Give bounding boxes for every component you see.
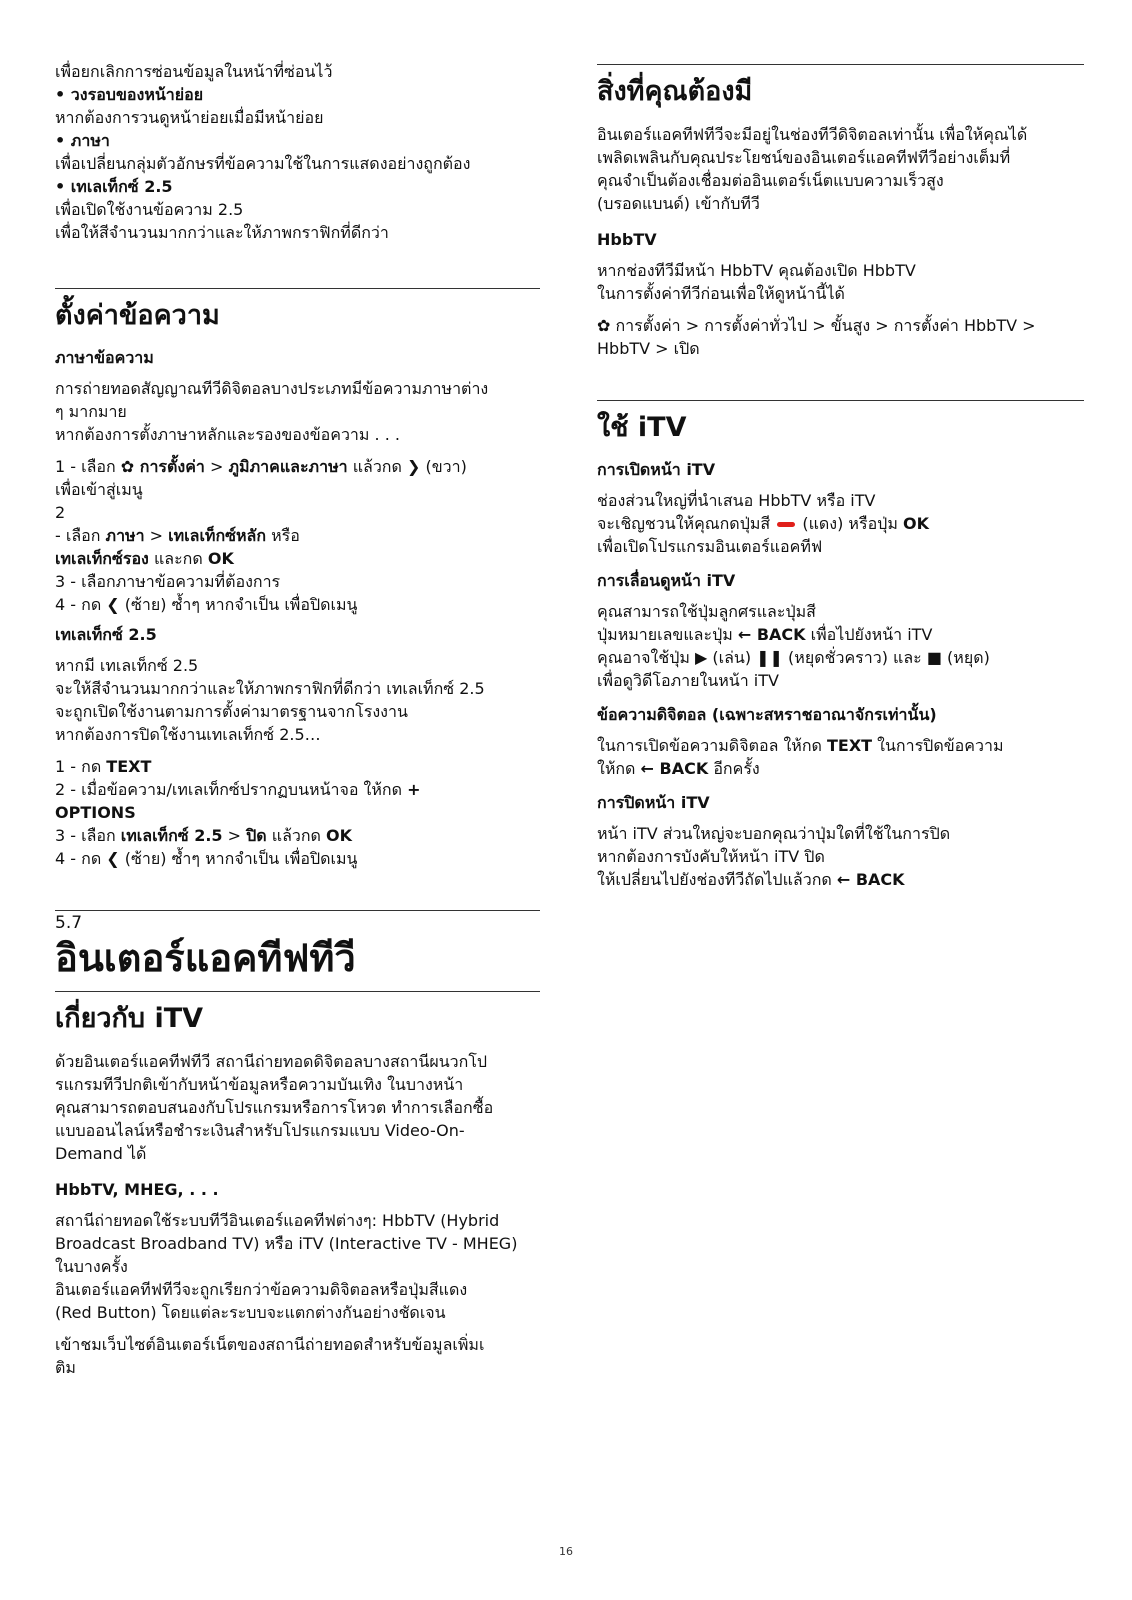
section-title-text-setup: ตั้งค่าข้อความ — [55, 300, 220, 331]
body-line: เข้าชมเว็บไซต์อินเตอร์เน็ตของสถานีถ่ายทอดสำหรับข้อมูลเพิ่มเ — [55, 1335, 485, 1354]
body-line: หากต้องการตั้งภาษาหลักและรองของข้อความ . . . — [55, 425, 400, 444]
step-text: - เลือก — [55, 526, 106, 545]
body-line: หากต้องการบังคับให้หน้า iTV ปิด — [597, 847, 825, 866]
text-key: TEXT — [106, 757, 152, 776]
step-2 — [55, 524, 540, 547]
gear-icon: ✿ — [120, 457, 135, 476]
section-divider — [597, 64, 1084, 65]
section-divider — [55, 991, 540, 992]
intro-line: เพื่อยกเลิกการซ่อนข้อมูลในหน้าที่ซ่อนไว้ — [55, 62, 333, 81]
subsection-title-navigate-itv: การเลื่อนดูหน้า iTV — [597, 571, 736, 590]
body-line: จะถูกเปิดใช้งานตามการตั้งค่ามาตรฐานจากโรงงาน — [55, 702, 408, 721]
step-3: 3 - เลือกภาษาข้อความที่ต้องการ — [55, 572, 281, 591]
ok-key: OK — [902, 514, 929, 533]
body-line — [597, 623, 1084, 646]
body-text: จะเชิญชวนให้คุณกดปุ่มสี — [597, 514, 776, 533]
body-line: (บรอดแบนด์) เข้ากับทีวี — [597, 194, 760, 213]
body-line: Broadcast Broadband TV) หรือ iTV (Interactive TV - MHEG) — [55, 1234, 518, 1253]
chapter-divider — [55, 910, 540, 911]
step-text: 3 - เลือก — [55, 826, 121, 845]
body-line: คุณอาจใช้ปุ่ม ▶ (เล่น) ❚❚ (หยุดชั่วคราว) และ ■ (หยุด) — [597, 648, 990, 667]
t25-step-4: 4 - กด ❮ (ซ้าย) ซ้ำๆ หากจำเป็น เพื่อปิดเมนู — [55, 849, 358, 868]
body-line: คุณสามารถตอบสนองกับโปรแกรมหรือการโหวต ทำการเลือกซื้อ — [55, 1098, 494, 1117]
body-line: อินเตอร์แอคทีฟทีวีจะมีอยู่ในช่องทีวีดิจิตอลเท่านั้น เพื่อให้คุณได้ — [597, 125, 1028, 144]
back-key: ← BACK — [737, 625, 806, 644]
body-text: (แดง) หรือปุ่ม — [797, 514, 903, 533]
body-line: หากช่องทีวีมีหน้า HbbTV คุณต้องเปิด HbbTV — [597, 261, 916, 280]
body-line: อินเตอร์แอคทีฟทีวีจะถูกเรียกว่าข้อความดิจิตอลหรือปุ่มสีแดง — [55, 1280, 468, 1299]
section-title-use-itv: ใช้ iTV — [597, 412, 687, 443]
subsection-title-hbbtv-mheg: HbbTV, MHEG, . . . — [55, 1180, 219, 1199]
ok-key: OK — [207, 549, 234, 568]
menu-off: ปิด — [246, 826, 267, 845]
page-number: 16 — [559, 1545, 573, 1558]
step-text: > — [144, 526, 169, 545]
body-text: ในการปิดข้อความ — [872, 736, 1004, 755]
body-text: ในการเปิดข้อความดิจิตอล ให้กด — [597, 736, 827, 755]
intro-bullet: • วงรอบของหน้าย่อย — [55, 85, 204, 104]
intro-bullet: • เทเลเท็กซ์ 2.5 — [55, 177, 173, 196]
t25-step-2 — [55, 778, 540, 801]
body-line — [597, 868, 1084, 891]
body-line: ๆ มากมาย — [55, 402, 127, 421]
body-line: ในบางครั้ง — [55, 1257, 128, 1276]
intro-line: เพื่อเปิดใช้งานข้อความ 2.5 — [55, 200, 244, 219]
back-key: ← BACK — [640, 759, 709, 778]
step-text: 2 - เมื่อข้อความ/เทเลเท็กซ์ปรากฏบนหน้าจอ ให้กด — [55, 780, 408, 799]
body-text: ปุ่มหมายเลขและปุ่ม — [597, 625, 738, 644]
back-key: ← BACK — [836, 870, 905, 889]
step-text: > — [204, 457, 229, 476]
ok-key: OK — [326, 826, 353, 845]
chapter-title: อินเตอร์แอคทีฟทีวี — [55, 936, 356, 980]
step-text: 1 - กด — [55, 757, 107, 776]
red-button-icon — [777, 522, 795, 527]
step-text: > — [222, 826, 247, 845]
body-line: ติม — [55, 1358, 76, 1377]
section-title-requirements: สิ่งที่คุณต้องมี — [597, 76, 753, 107]
plus-key: + — [407, 780, 421, 799]
subsection-title-close-itv: การปิดหน้า iTV — [597, 793, 710, 812]
step-2-number: 2 — [55, 503, 66, 522]
body-line: เพื่อเปิดโปรแกรมอินเตอร์แอคทีฟ — [597, 537, 823, 556]
options-key: OPTIONS — [55, 803, 136, 822]
intro-line: หากต้องการวนดูหน้าย่อยเมื่อมีหน้าย่อย — [55, 108, 324, 127]
body-line: แบบออนไลน์หรือชำระเงินสำหรับโปรแกรมแบบ Video-On- — [55, 1121, 465, 1140]
body-text: ให้กด — [597, 759, 641, 778]
body-line — [597, 757, 1084, 780]
section-title-about-itv: เกี่ยวกับ iTV — [55, 1003, 204, 1034]
step-2-cont — [55, 547, 540, 570]
body-text: เพื่อไปยังหน้า iTV — [805, 625, 933, 644]
subsection-title-open-itv: การเปิดหน้า iTV — [597, 460, 716, 479]
body-line: ด้วยอินเตอร์แอคทีฟทีวี สถานีถ่ายทอดดิจิตอลบางสถานีผนวกโป — [55, 1052, 488, 1071]
right-column — [597, 64, 1084, 891]
t25-step-3 — [55, 824, 540, 847]
step-text: 1 - เลือก — [55, 457, 121, 476]
path-text: การตั้งค่า > การตั้งค่าทั่วไป > ขั้นสูง > การตั้งค่า HbbTV > — [610, 316, 1036, 335]
body-line: ในการตั้งค่าทีวีก่อนเพื่อให้ดูหน้านี้ได้ — [597, 284, 845, 303]
settings-path — [597, 314, 1084, 337]
menu-language: ภาษา — [105, 526, 145, 545]
chapter-number: 5.7 — [55, 913, 83, 933]
t25-step-1 — [55, 755, 540, 778]
step-4: 4 - กด ❮ (ซ้าย) ซ้ำๆ หากจำเป็น เพื่อปิดเมนู — [55, 595, 358, 614]
gear-icon: ✿ — [597, 316, 611, 335]
body-line: ช่องส่วนใหญ่ที่นำเสนอ HbbTV หรือ iTV — [597, 491, 876, 510]
subsection-title-hbbtv: HbbTV — [597, 230, 657, 249]
body-line: เพลิดเพลินกับคุณประโยชน์ของอินเตอร์แอคทีฟทีวีอย่างเต็มที่ — [597, 148, 1011, 167]
body-line: การถ่ายทอดสัญญาณทีวีดิจิตอลบางประเภทมีข้อความภาษาต่าง — [55, 379, 489, 398]
step-text: แล้วกด — [266, 826, 327, 845]
menu-secondary-teletext: เทเลเท็กซ์รอง — [55, 549, 149, 568]
menu-teletext-25: เทเลเท็กซ์ 2.5 — [120, 826, 223, 845]
subsection-title-teletext-25: เทเลเท็กซ์ 2.5 — [55, 625, 157, 644]
body-line: หากมี เทเลเท็กซ์ 2.5 — [55, 656, 199, 675]
menu-settings: การตั้งค่า — [134, 457, 205, 476]
body-text: ให้เปลี่ยนไปยังช่องทีวีถัดไปแล้วกด — [597, 870, 837, 889]
body-line: หากต้องการปิดใช้งานเทเลเท็กซ์ 2.5… — [55, 725, 321, 744]
subsection-title-digital-text: ข้อความดิจิตอล (เฉพาะสหราชอาณาจักรเท่านั้น) — [597, 705, 937, 724]
body-line: คุณสามารถใช้ปุ่มลูกศรและปุ่มสี — [597, 602, 816, 621]
body-line: Demand ได้ — [55, 1144, 147, 1163]
intro-bullet: • ภาษา — [55, 131, 110, 150]
intro-line: เพื่อเปลี่ยนกลุ่มตัวอักษรที่ข้อความใช้ในการแสดงอย่างถูกต้อง — [55, 154, 471, 173]
body-line: รแกรมทีวีปกติเข้ากับหน้าข้อมูลหรือความบันเทิง ในบางหน้า — [55, 1075, 464, 1094]
left-column — [55, 60, 540, 1379]
step-1-cont: เพื่อเข้าสู่เมนู — [55, 480, 143, 499]
body-line: หน้า iTV ส่วนใหญ่จะบอกคุณว่าปุ่มใดที่ใช้ในการปิด — [597, 824, 951, 843]
intro-line: เพื่อให้สีจำนวนมากกว่าและให้ภาพกราฟิกที่ดีกว่า — [55, 223, 389, 242]
body-line — [597, 512, 1084, 535]
body-text: อีกครั้ง — [708, 759, 760, 778]
body-line: สถานีถ่ายทอดใช้ระบบทีวีอินเตอร์แอคทีฟต่างๆ: HbbTV (Hybrid — [55, 1211, 500, 1230]
section-divider — [55, 288, 540, 289]
step-text: หรือ — [266, 526, 300, 545]
text-options-intro — [55, 60, 540, 244]
menu-primary-teletext: เทเลเท็กซ์หลัก — [168, 526, 267, 545]
body-line: เพื่อดูวิดีโอภายในหน้า iTV — [597, 671, 779, 690]
step-text: แล้วกด ❯ (ขวา) — [347, 457, 467, 476]
body-line — [597, 734, 1084, 757]
body-line: จะให้สีจำนวนมากกว่าและให้ภาพกราฟิกที่ดีกว่า เทเลเท็กซ์ 2.5 — [55, 679, 485, 698]
body-line: คุณจำเป็นต้องเชื่อมต่ออินเตอร์เน็ตแบบความเร็วสูง — [597, 171, 944, 190]
step-1 — [55, 455, 540, 478]
text-key: TEXT — [826, 736, 873, 755]
subsection-title-text-language: ภาษาข้อความ — [55, 348, 154, 367]
body-line: (Red Button) โดยแต่ละระบบจะแตกต่างกันอย่างชัดเจน — [55, 1303, 446, 1322]
menu-region-language: ภูมิภาคและภาษา — [228, 457, 348, 476]
settings-path-cont: HbbTV > เปิด — [597, 339, 700, 358]
section-divider — [597, 400, 1084, 401]
step-text: และกด — [148, 549, 208, 568]
